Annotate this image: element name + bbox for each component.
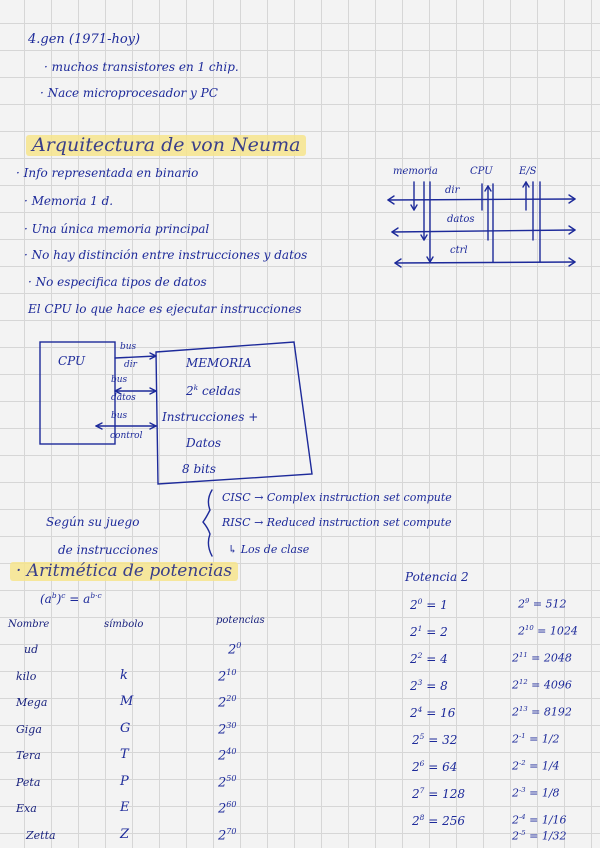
- power2-right-entry: $2^{-1} = 1/2$: [512, 732, 560, 746]
- prefix-row-name: Zetta: [26, 828, 56, 842]
- prefix-row-symbol: k: [120, 667, 128, 683]
- bus-diagram-dir: dir: [445, 185, 460, 196]
- prefix-row-name: kilo: [16, 669, 37, 683]
- cpu-box: [40, 342, 115, 444]
- prefix-row-power: $2^{70}$: [218, 826, 237, 843]
- memoria-celdas: 2$^k$ celdas: [186, 383, 241, 398]
- isa-label-2: de instrucciones: [58, 543, 159, 557]
- bus-diagram-datos: datos: [447, 214, 475, 225]
- power2-left-entry: $2^1 = 2$: [410, 624, 448, 639]
- gen4-title: 4.gen (1971-hoy): [28, 32, 141, 47]
- bus-diagram-ctrl: ctrl: [450, 245, 468, 256]
- powers2-title: Potencia 2: [405, 570, 469, 584]
- prefix-row-name: Giga: [16, 722, 42, 736]
- bus-dir-label-1: bus: [120, 342, 137, 352]
- power2-right-entry: $2^{-3} = 1/8$: [512, 786, 560, 800]
- prefix-row-power: $2^{60}$: [218, 800, 237, 817]
- bus-diagram-memoria: memoria: [393, 166, 438, 177]
- prefix-row-symbol: M: [120, 694, 134, 709]
- bus-line-ctrl: [395, 262, 575, 263]
- prefix-header-simbolo: símbolo: [104, 619, 144, 630]
- bus-diagram-es: E/S: [519, 166, 537, 177]
- heading-aritmetica: · Aritmética de potencias: [10, 562, 238, 581]
- heading-von-neumann: Arquitectura de von Neuma: [26, 135, 306, 156]
- vn-point-sin-distincion: · No hay distinción entre instrucciones y datos: [24, 248, 308, 262]
- prefix-row-symbol: G: [120, 720, 131, 736]
- prefix-row-symbol: P: [120, 773, 129, 789]
- prefix-row-power: $2^{20}$: [218, 694, 237, 711]
- prefix-row-name: Tera: [16, 749, 41, 762]
- memory-box: [156, 342, 312, 484]
- isa-risc: RISC → Reduced instruction set compute: [222, 516, 452, 529]
- bus-datos-label-2: datos: [111, 393, 136, 403]
- power2-left-entry: $2^6 = 64$: [412, 759, 458, 774]
- prefix-row-symbol: T: [120, 747, 129, 762]
- vn-point-binario: · Info representada en binario: [16, 166, 199, 180]
- power2-right-entry: $2^9 = 512$: [518, 597, 567, 611]
- power2-right-entry: $2^{11} = 2048$: [512, 651, 572, 665]
- power2-left-entry: $2^7 = 128$: [412, 786, 465, 801]
- power2-right-entry: $2^{10} = 1024$: [518, 624, 578, 638]
- vn-point-memoria-unica: · Una única memoria principal: [24, 222, 210, 236]
- prefix-row-name: Mega: [16, 696, 48, 709]
- power2-right-entry: $2^{12} = 4096$: [512, 678, 572, 692]
- vn-point-tipos-datos: · No especifica tipos de datos: [28, 275, 207, 289]
- prefix-row-name: Exa: [16, 802, 37, 815]
- prefix-row-symbol: E: [120, 800, 130, 815]
- bus-control-label-1: bus: [111, 411, 128, 421]
- power2-right-entry: $2^{13} = 8192$: [512, 705, 572, 719]
- memoria-datos: Datos: [186, 436, 221, 450]
- prefix-row-power: $2^{40}$: [218, 747, 237, 764]
- prefix-row-power: $2^{30}$: [218, 720, 237, 737]
- power2-left-entry: $2^5 = 32$: [412, 732, 458, 747]
- prefix-row-name: Peta: [16, 775, 41, 789]
- gen4-bullet-microprocesador: · Nace microprocesador y PC: [40, 86, 218, 100]
- bus-datos-label-1: bus: [111, 375, 128, 385]
- vn-point-memoria: · Memoria 1 d.: [24, 194, 114, 208]
- bus-dir-label-2: dir: [124, 360, 137, 370]
- prefix-row-name: ud: [24, 643, 39, 656]
- gen4-bullet-transistores: · muchos transistores en 1 chip.: [44, 60, 239, 74]
- memoria-label: MEMORIA: [186, 356, 252, 370]
- power2-left-entry: $2^4 = 16$: [410, 705, 456, 720]
- cpu-label: CPU: [58, 354, 86, 368]
- power2-left-entry: $2^2 = 4$: [410, 651, 448, 666]
- power2-right-entry: $2^{-5} = 1/32$: [512, 829, 567, 843]
- isa-clase: ↳ Los de clase: [228, 543, 310, 556]
- prefix-header-nombre: Nombre: [8, 619, 50, 630]
- isa-cisc: CISC → Complex instruction set compute: [222, 491, 452, 504]
- power2-left-entry: $2^3 = 8$: [410, 678, 448, 693]
- power2-right-entry: $2^{-2} = 1/4$: [512, 759, 560, 773]
- memoria-instrucciones: Instrucciones +: [162, 410, 259, 424]
- cpu-ejecuta-instrucciones: El CPU lo que hace es ejecutar instrucciones: [28, 302, 302, 316]
- bus-control-label-2: control: [110, 431, 143, 441]
- prefix-row-power: $2^{50}$: [218, 773, 237, 790]
- prefix-header-potencias: potencias: [216, 615, 265, 626]
- bus-line-datos: [392, 230, 575, 232]
- prefix-row-power: $2^0$: [228, 641, 242, 658]
- prefix-row-power: $2^{10}$: [218, 667, 237, 684]
- power2-left-entry: $2^8 = 256$: [412, 813, 465, 828]
- prefix-row-symbol: Z: [120, 826, 130, 842]
- isa-label-1: Según su juego: [46, 515, 140, 529]
- power2-left-entry: $2^0 = 1$: [410, 597, 448, 612]
- bus-diagram-cpu: CPU: [470, 166, 493, 177]
- power2-right-entry: $2^{-4} = 1/16$: [512, 813, 567, 827]
- power-formula: $(a^b)^c = a^{b\cdot c}$: [40, 591, 102, 606]
- memoria-8-bits: 8 bits: [182, 462, 216, 476]
